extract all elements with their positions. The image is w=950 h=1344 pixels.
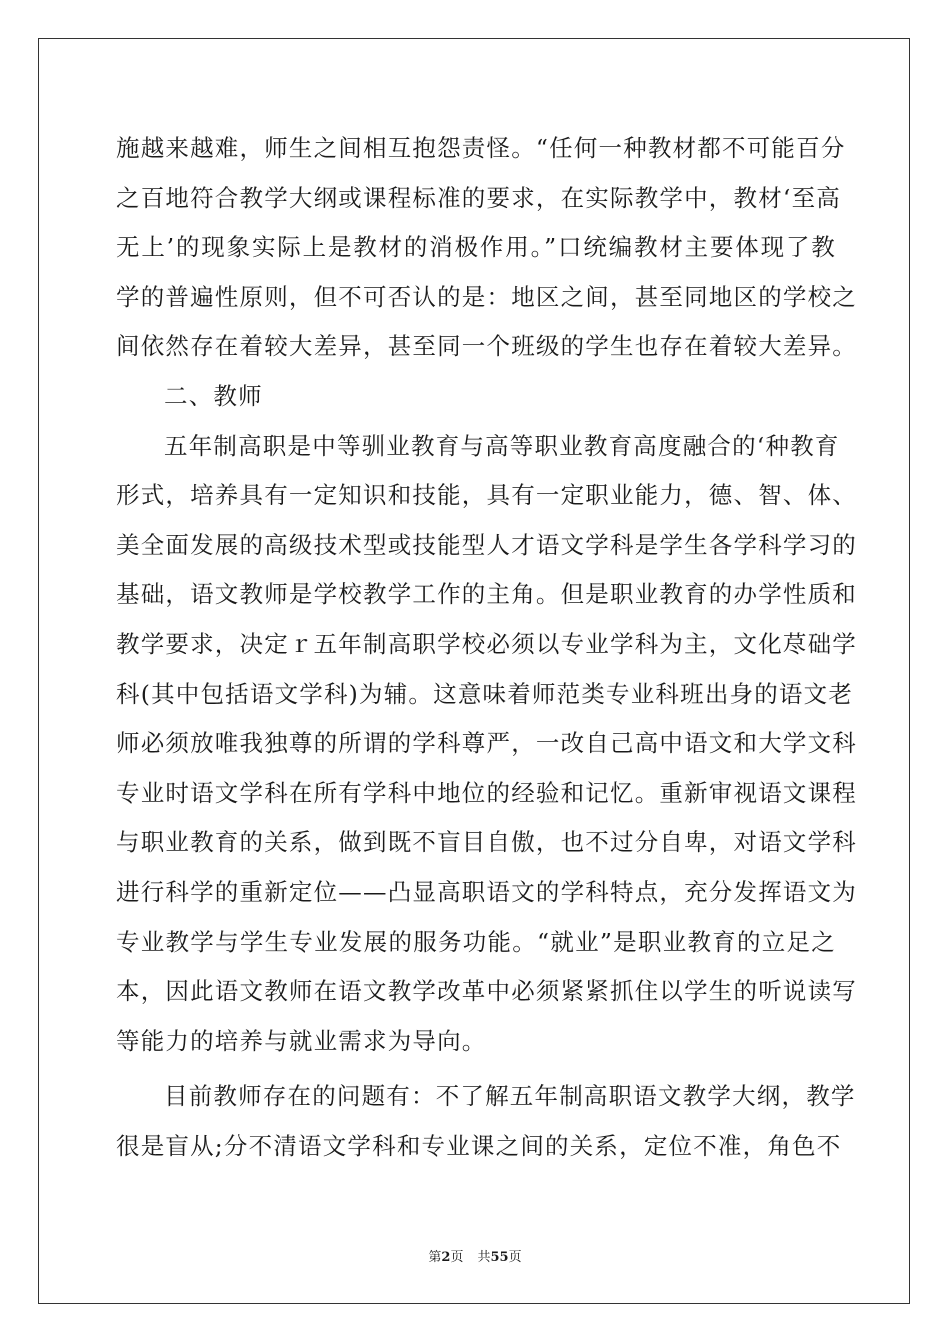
total-pages: 55 [490,1250,509,1265]
page-footer [0,1246,950,1265]
text-line: 间依然存在着较大差异，甚至同一个班级的学生也存在着较大差异。 [116,332,857,361]
text-line: 学的普遍性原则，但不可否认的是：地区之间，甚至同地区的学校之 [116,282,857,311]
text-line: 科(其中包括语文学科)为辅。这意味着师范类专业科班出身的语文老 [116,679,854,708]
text-line: 等能力的培养与就业需求为导向。 [116,1026,487,1055]
text-line: 施越来越难，师生之间相互抱怨责怪。“任何一种教材都不可能百分 [116,134,846,162]
page-suffix: 页 [450,1250,464,1265]
text-line: 师必须放唯我独尊的所谓的学科尊严，一改自己高中语文和大学文科 [116,729,857,758]
text-line: 与职业教育的关系，做到既不盲目自傲，也不过分自卑，对语文学科 [116,828,857,857]
text-line: 二、教师 [164,381,263,410]
text-line: 美全面发展的高级技术型或技能型人才语文学科是学生各学科学习的 [116,530,857,559]
text-line: 五年制高职是中等驯业教育与高等职业教育高度融合的‘种教育 [164,431,840,460]
text-line: 基础，语文教师是学校教学工作的主角。但是职业教育的办学性质和 [116,580,857,609]
text-line: 形式，培养具有一定知识和技能，具有一定职业能力，德、智、体、 [116,481,857,510]
text-line: 教学要求，决定ｒ五年制高职学校必须以专业学科为主，文化荩础学 [116,629,857,658]
page-number: 2 [441,1250,451,1265]
text-line: 进行科学的重新定位——凸显高职语文的学科特点，充分发挥语文为 [116,877,857,906]
text-line: 无上’的现象实际上是教材的消极作用。”口统编教材主要体现了教 [116,233,836,262]
text-line: 之百地符合教学大纲或课程标准的要求，在实际教学中，教材‘至高 [116,183,841,212]
text-line: 目前教师存在的问题有：不了解五年制高职语文教学大纲，教学 [164,1082,856,1111]
text-line: 很是盲从;分不清语文学科和专业课之间的关系，定位不准，角色不 [116,1131,842,1160]
total-suffix: 页 [508,1250,522,1265]
text-line: 本，因此语文教师在语文教学改革中必须紧紧抓住以学生的听说读写 [116,977,857,1006]
document-body [116,124,857,1171]
total-prefix: 共 [477,1250,491,1265]
page-prefix: 第 [428,1250,442,1265]
text-line: 专业时语文学科在所有学科中地位的经验和记忆。重新审视语文课程 [116,778,857,807]
text-line: 专业教学与学生专业发展的服务功能。“就业”是职业教育的立足之 [116,927,836,956]
